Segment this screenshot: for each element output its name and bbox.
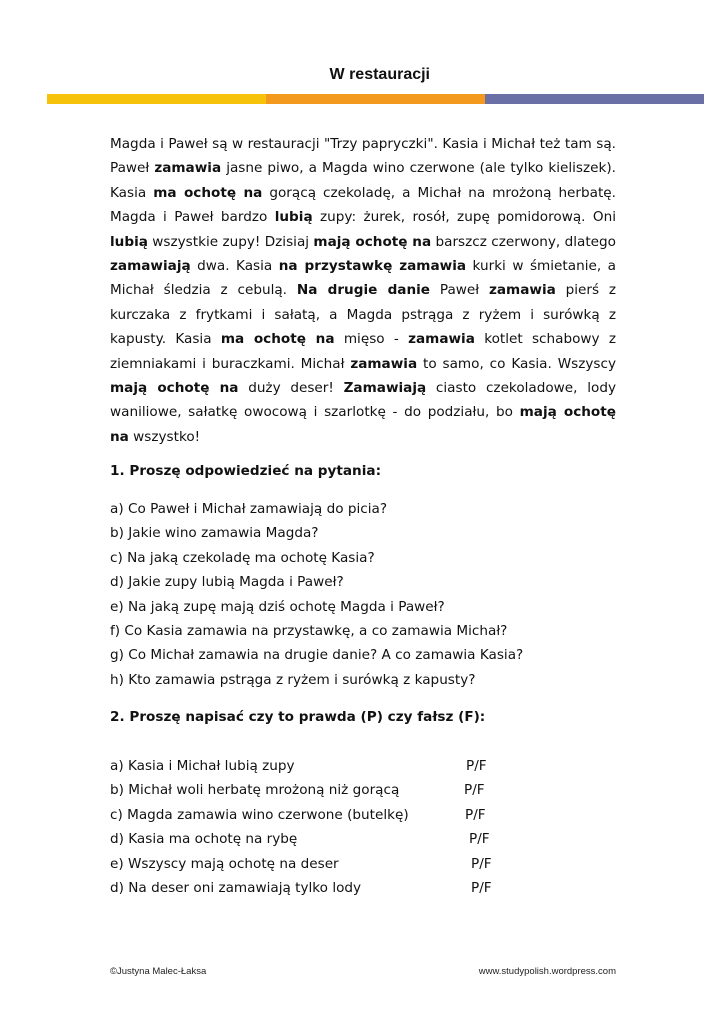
true-false-mark: P/F <box>464 782 485 799</box>
questions-list <box>110 497 670 692</box>
story-bold-phrase: zamawiają <box>110 258 191 275</box>
section-2-heading: 2. Proszę napisać czy to prawda (P) czy fałsz (F): <box>110 709 486 725</box>
story-bold-phrase: mają ochotę na <box>110 380 239 397</box>
statement-text: d) Kasia ma ochotę na rybę <box>110 831 298 848</box>
story-bold-phrase: mają ochotę na <box>313 233 432 250</box>
bar-segment-yellow <box>47 94 266 104</box>
story-bold-phrase: mają ochotę na <box>110 404 616 445</box>
true-false-mark: P/F <box>465 806 486 823</box>
story-text: kurki w śmietanie, a Michał śledzia z cebulą. <box>110 258 616 299</box>
bar-segment-blue <box>485 94 704 104</box>
story-text: barszcz czerwony, dlatego <box>431 233 616 250</box>
story-bold-phrase: zamawia <box>350 355 418 372</box>
question-item: c) Na jaką czekoladę ma ochotę Kasia? <box>110 549 375 566</box>
story-bold-phrase: na przystawkę zamawia <box>278 258 467 275</box>
story-bold-phrase: ma ochotę na <box>153 184 263 201</box>
story-text: Paweł <box>430 282 489 299</box>
story-paragraph <box>110 132 616 449</box>
true-false-list <box>110 754 530 900</box>
statement-text: c) Magda zamawia wino czerwone (butelkę) <box>110 806 409 823</box>
statement-item <box>110 876 530 900</box>
story-text: wszystkie zupy! Dzisiaj <box>147 233 314 250</box>
story-bold-phrase: lubią <box>274 209 313 226</box>
story-text: jasne piwo, a Magda wino czerwone (ale tylko kieliszek). Kasia <box>110 160 616 201</box>
statement-item <box>110 803 530 827</box>
question-item: b) Jakie wino zamawia Magda? <box>110 525 319 542</box>
story-bold-phrase: ma ochotę na <box>220 331 335 348</box>
story-bold-phrase: zamawia <box>154 160 222 177</box>
question-item: a) Co Paweł i Michał zamawiają do picia? <box>110 501 388 517</box>
true-false-mark: P/F <box>469 831 490 848</box>
question-item: g) Co Michał zamawia na drugie danie? A co zamawia Kasia? <box>110 647 524 664</box>
story-text: zupy: żurek, rosół, zupę pomidorową. Oni <box>312 209 617 226</box>
story-text: gorącą czekoladę, a Michał na mrożoną herbatę. Magda i Paweł bardzo <box>110 184 616 226</box>
story-bold-phrase: lubią <box>110 233 148 250</box>
statement-item <box>110 852 530 876</box>
footer-website: www.studypolish.wordpress.com <box>478 966 616 977</box>
story-text: duży deser! <box>238 380 344 397</box>
question-item: h) Kto zamawia pstrąga z ryżem i surówką z kapusty? <box>110 671 476 688</box>
statement-item <box>110 827 530 851</box>
statement-text: e) Wszyscy mają ochotę na deser <box>110 855 339 872</box>
story-text: mięso - <box>334 331 409 348</box>
statement-text: a) Kasia i Michał lubią zupy <box>110 758 295 774</box>
story-text: ciasto czekoladowe, lody waniliowe, sałatkę owocową i szarlotkę - do podziału, bo <box>110 380 616 421</box>
page-title: W restauracji <box>329 66 430 83</box>
story-bold-phrase: Zamawiają <box>343 380 427 397</box>
statement-item <box>110 778 530 802</box>
story-text: dwa. Kasia <box>190 258 279 275</box>
story-bold-phrase: Na drugie danie <box>296 282 431 299</box>
question-item: f) Co Kasia zamawia na przystawkę, a co zamawia Michał? <box>110 623 508 640</box>
story-text: kotlet schabowy z ziemniakami i buraczkami. Michał <box>110 331 617 372</box>
true-false-mark: P/F <box>471 879 492 896</box>
story-text: wszystko! <box>128 428 201 445</box>
statement-text: b) Michał woli herbatę mrożoną niż gorącą <box>110 782 400 799</box>
header-color-bar <box>47 94 704 104</box>
story-text: pierś z kurczaka z frytkami i sałatą, a Magda pstrąga z ryżem i surówką z kapusty. Kasia <box>110 282 617 348</box>
story-bold-phrase: zamawia <box>488 282 556 299</box>
bar-segment-orange <box>266 94 485 104</box>
question-item: d) Jakie zupy lubią Magda i Paweł? <box>110 574 344 591</box>
section-1-heading: 1. Proszę odpowiedzieć na pytania: <box>110 463 381 479</box>
true-false-mark: P/F <box>471 855 492 872</box>
statement-item <box>110 754 530 778</box>
story-text: Magda i Paweł są w restauracji "Trzy papryczki". Kasia i Michał też tam są. Paweł <box>110 136 616 177</box>
story-bold-phrase: zamawia <box>408 331 475 348</box>
true-false-mark: P/F <box>466 758 487 774</box>
footer-author: ©Justyna Malec-Łaksa <box>110 966 207 977</box>
story-text: to samo, co Kasia. Wszyscy <box>417 355 616 372</box>
statement-text: d) Na deser oni zamawiają tylko lody <box>110 879 362 896</box>
question-item: e) Na jaką zupę mają dziś ochotę Magda i Paweł? <box>110 598 445 615</box>
